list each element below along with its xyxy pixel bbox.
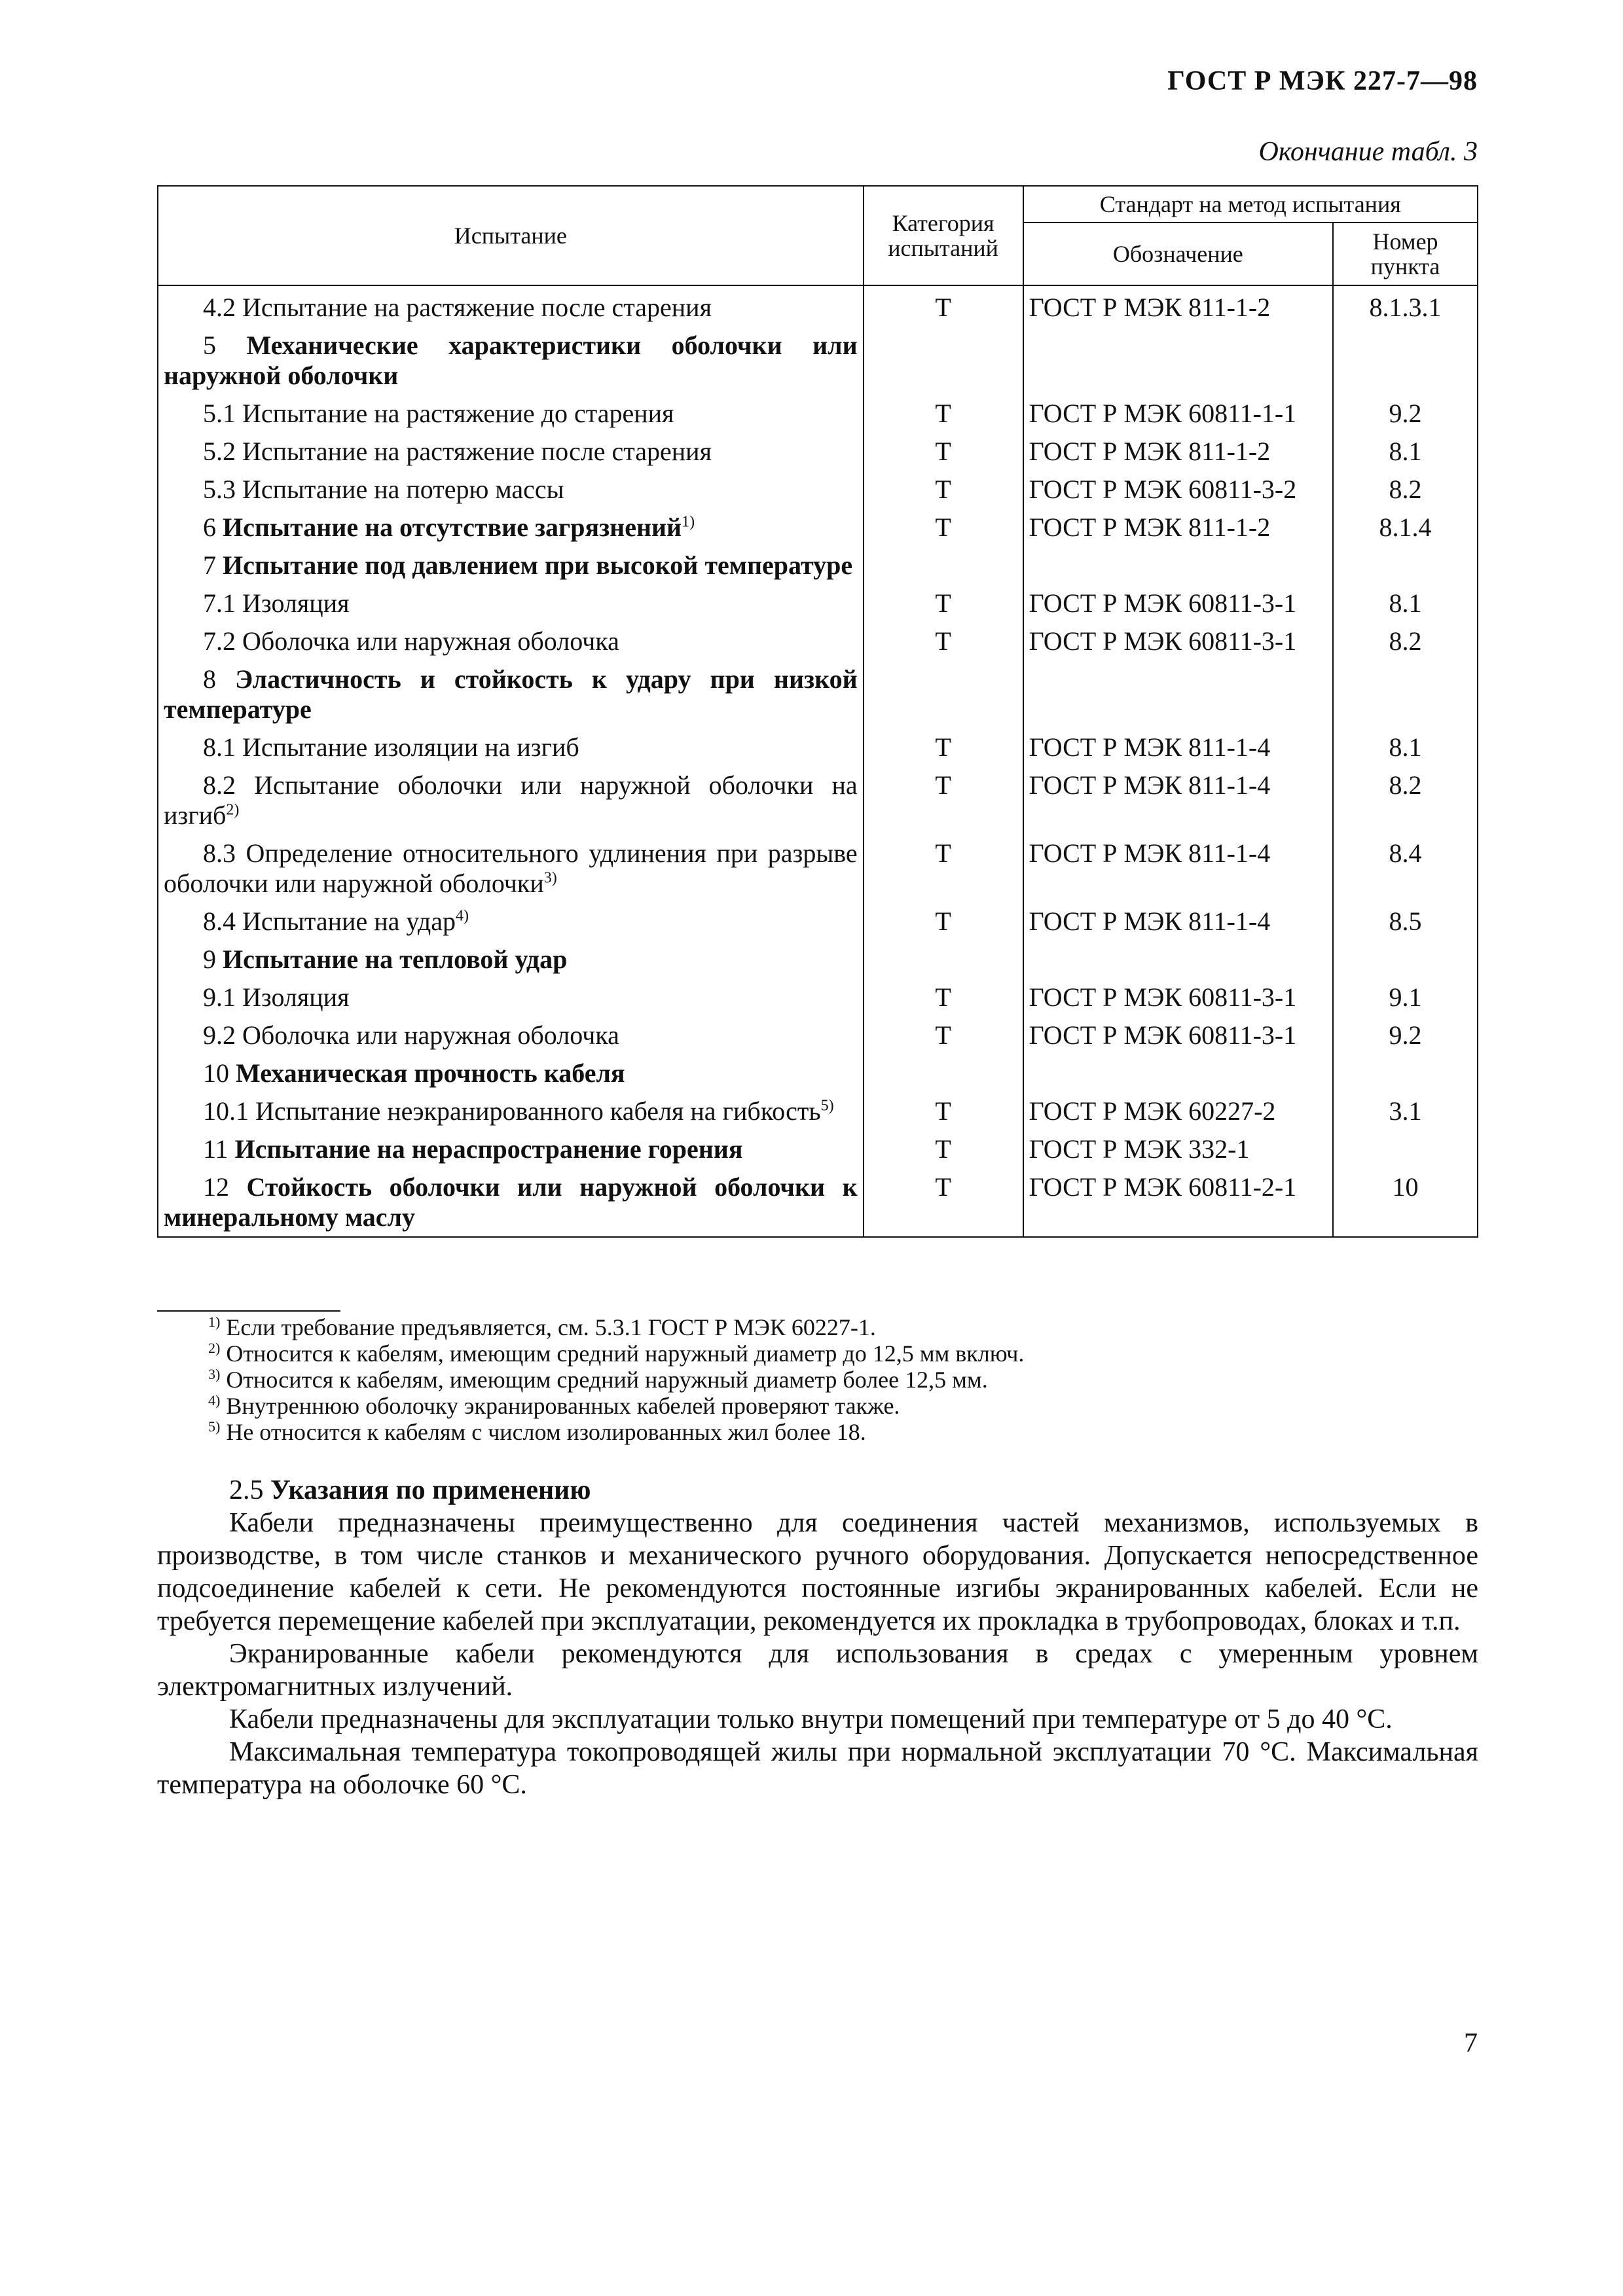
cell-clause (1333, 941, 1478, 978)
test-name: Испытание на растяжение до старения (242, 399, 674, 428)
section-title: Указания по применению (270, 1475, 591, 1505)
cell-designation (1023, 660, 1334, 728)
test-name: Испытание оболочки или наружной оболочки на изгиб (164, 770, 858, 830)
cell-test (158, 766, 864, 834)
cell-category: Т (864, 584, 1023, 622)
cell-test (158, 327, 864, 395)
cell-clause: 8.5 (1333, 903, 1478, 941)
cell-designation: ГОСТ Р МЭК 60811-3-1 (1023, 622, 1334, 660)
cell-designation: ГОСТ Р МЭК 60811-3-1 (1023, 978, 1334, 1016)
test-name: Оболочка или наружная оболочка (242, 1020, 619, 1050)
footnote-divider (157, 1310, 340, 1312)
table-row (158, 1054, 1478, 1092)
footnote-text: Если требование предъявляется, см. 5.3.1 ГОСТ Р МЭК 60227-1. (226, 1314, 876, 1340)
test-number: 7.2 (203, 626, 236, 656)
cell-designation (1023, 941, 1334, 978)
table-row (158, 509, 1478, 547)
footnote (208, 1340, 1024, 1367)
cell-clause: 8.1 (1333, 433, 1478, 471)
test-number: 6 (203, 512, 216, 542)
cell-test (158, 1054, 864, 1092)
section-paragraph: Кабели предназначены для эксплуатации только внутри помещений при температуре от 5 до 40 °С. (229, 1704, 1393, 1734)
cell-test (158, 1130, 864, 1168)
test-name: Изоляция (242, 588, 350, 618)
table-row (158, 766, 1478, 834)
cell-category: Т (864, 471, 1023, 509)
cell-category: Т (864, 1130, 1023, 1168)
test-name: Эластичность и стойкость к удару при низкой температуре (164, 664, 858, 724)
footnote (208, 1314, 1024, 1340)
usage-section (157, 1474, 1478, 1801)
test-number: 7 (203, 550, 216, 580)
cell-category: Т (864, 285, 1023, 327)
cell-designation: ГОСТ Р МЭК 60811-3-1 (1023, 1016, 1334, 1054)
cell-test (158, 941, 864, 978)
test-number: 8.1 (203, 732, 236, 762)
table-row (158, 1016, 1478, 1054)
test-number: 7.1 (203, 588, 236, 618)
table-row (158, 395, 1478, 433)
cell-category: Т (864, 1168, 1023, 1237)
cell-category (864, 547, 1023, 584)
table-row (158, 834, 1478, 903)
cell-test (158, 978, 864, 1016)
test-name: Испытание на растяжение после старения (242, 437, 712, 466)
cell-test (158, 834, 864, 903)
footnote-text: Относится к кабелям, имеющим средний наружный диаметр до 12,5 мм включ. (226, 1340, 1025, 1367)
cell-designation: ГОСТ Р МЭК 60227-2 (1023, 1092, 1334, 1130)
test-name: Механические характеристики оболочки или наружной оболочки (164, 331, 858, 390)
cell-category: Т (864, 509, 1023, 547)
section-paragraph: Кабели предназначены преимущественно для соединения частей механизмов, используемых в производстве, в том числе станков и механического ручного оборудования. Допускается непосредственное подсоединение кабелей к сети. Не рекомендуются постоянные изгибы экранированных кабелей. Если не требуется перемещение кабелей при эксплуатации, рекомендуется их прокладка в трубопроводах, блоках и т.п. (157, 1508, 1478, 1636)
test-number: 8.3 (203, 838, 236, 868)
cell-designation: ГОСТ Р МЭК 811-1-2 (1023, 509, 1334, 547)
test-number: 5 (203, 331, 216, 360)
test-name: Стойкость оболочки или наружной оболочки к минеральному маслу (164, 1172, 858, 1232)
cell-designation: ГОСТ Р МЭК 60811-1-1 (1023, 395, 1334, 433)
test-number: 8 (203, 664, 216, 694)
section-paragraph: Экранированные кабели рекомендуются для использования в средах с умеренным уровнем электромагнитных излучений. (157, 1639, 1478, 1702)
test-name: Определение относительного удлинения при разрыве оболочки или наружной оболочки (164, 838, 858, 898)
test-name: Испытание на отсутствие загрязнений (223, 512, 682, 542)
footnote-ref: 1) (682, 513, 695, 531)
footnotes (208, 1314, 1024, 1445)
table-row (158, 1168, 1478, 1237)
table-row (158, 547, 1478, 584)
cell-clause (1333, 1054, 1478, 1092)
test-number: 4.2 (203, 293, 236, 322)
table-row (158, 471, 1478, 509)
cell-test (158, 509, 864, 547)
footnote-mark: 1) (208, 1314, 221, 1330)
test-number: 5.1 (203, 399, 236, 428)
cell-test (158, 285, 864, 327)
cell-test (158, 1016, 864, 1054)
cell-category: Т (864, 1016, 1023, 1054)
footnote-ref: 5) (820, 1097, 834, 1115)
table-row (158, 903, 1478, 941)
footnote-ref: 2) (226, 801, 240, 819)
table-row (158, 978, 1478, 1016)
table-row (158, 622, 1478, 660)
table-row (158, 1130, 1478, 1168)
test-number: 9.1 (203, 982, 236, 1012)
cell-test (158, 395, 864, 433)
test-name: Испытание на растяжение после старения (242, 293, 712, 322)
cell-clause: 8.4 (1333, 834, 1478, 903)
cell-designation: ГОСТ Р МЭК 60811-3-2 (1023, 471, 1334, 509)
footnote-mark: 5) (208, 1418, 221, 1435)
table-row (158, 433, 1478, 471)
cell-clause (1333, 660, 1478, 728)
table-row (158, 285, 1478, 327)
cell-clause: 8.1 (1333, 584, 1478, 622)
test-name: Испытание на нераспространение горения (234, 1134, 743, 1164)
document-id: ГОСТ Р МЭК 227-7—98 (1167, 66, 1478, 96)
test-number: 5.2 (203, 437, 236, 466)
test-name: Испытание под давлением при высокой температуре (223, 550, 853, 580)
test-name: Испытание на удар (242, 906, 456, 936)
cell-category (864, 1054, 1023, 1092)
table-row (158, 327, 1478, 395)
section-paragraph: Максимальная температура токопроводящей жилы при нормальной эксплуатации 70 °С. Максимальная температура на оболочке 60 °С. (157, 1737, 1478, 1800)
table-caption: Окончание табл. 3 (1258, 137, 1478, 167)
cell-clause (1333, 1130, 1478, 1168)
cell-clause: 8.2 (1333, 622, 1478, 660)
cell-category: Т (864, 395, 1023, 433)
cell-test (158, 584, 864, 622)
footnote (208, 1393, 1024, 1419)
cell-designation: ГОСТ Р МЭК 60811-2-1 (1023, 1168, 1334, 1237)
footnote (208, 1367, 1024, 1393)
cell-clause: 8.1.4 (1333, 509, 1478, 547)
cell-designation: ГОСТ Р МЭК 811-1-4 (1023, 766, 1334, 834)
test-number: 11 (203, 1134, 228, 1164)
cell-clause (1333, 547, 1478, 584)
cell-category: Т (864, 766, 1023, 834)
cell-clause: 8.2 (1333, 471, 1478, 509)
cell-designation: ГОСТ Р МЭК 811-1-2 (1023, 285, 1334, 327)
cell-clause: 8.1.3.1 (1333, 285, 1478, 327)
cell-clause: 10 (1333, 1168, 1478, 1237)
footnote-text: Не относится к кабелям с числом изолированных жил более 18. (226, 1419, 866, 1445)
cell-clause: 8.2 (1333, 766, 1478, 834)
cell-test (158, 547, 864, 584)
cell-category: Т (864, 1092, 1023, 1130)
header-clause: Номер пункта (1333, 223, 1478, 285)
test-number: 5.3 (203, 475, 236, 504)
table-row (158, 660, 1478, 728)
cell-test (158, 1092, 864, 1130)
test-name: Изоляция (242, 982, 350, 1012)
header-standard-group: Стандарт на метод испытания (1023, 186, 1478, 223)
cell-test (158, 660, 864, 728)
cell-designation: ГОСТ Р МЭК 811-1-4 (1023, 903, 1334, 941)
table-body (158, 285, 1478, 1237)
table-row (158, 728, 1478, 766)
test-name: Испытание изоляции на изгиб (242, 732, 579, 762)
footnote (208, 1419, 1024, 1445)
cell-test (158, 903, 864, 941)
table-row (158, 584, 1478, 622)
cell-category (864, 327, 1023, 395)
cell-test (158, 471, 864, 509)
test-name: Испытание на потерю массы (242, 475, 564, 504)
cell-category: Т (864, 834, 1023, 903)
cell-category (864, 941, 1023, 978)
header-designation: Обозначение (1023, 223, 1334, 285)
cell-clause: 9.2 (1333, 395, 1478, 433)
section-number: 2.5 (229, 1475, 264, 1505)
page-number: 7 (1464, 2028, 1478, 2058)
test-number: 9.2 (203, 1020, 236, 1050)
cell-clause: 3.1 (1333, 1092, 1478, 1130)
test-number: 10.1 (203, 1096, 249, 1126)
test-name: Оболочка или наружная оболочка (242, 626, 619, 656)
footnote-mark: 3) (208, 1366, 221, 1382)
cell-test (158, 1168, 864, 1237)
cell-category: Т (864, 728, 1023, 766)
cell-test (158, 728, 864, 766)
table-row (158, 941, 1478, 978)
test-name: Испытание неэкранированного кабеля на гибкость (255, 1096, 821, 1126)
test-number: 10 (203, 1058, 229, 1088)
cell-clause: 8.1 (1333, 728, 1478, 766)
cell-designation (1023, 547, 1334, 584)
footnote-mark: 4) (208, 1392, 221, 1408)
test-number: 9 (203, 944, 216, 974)
cell-category: Т (864, 622, 1023, 660)
footnote-text: Внутреннюю оболочку экранированных кабелей проверяют также. (226, 1393, 900, 1419)
cell-category: Т (864, 903, 1023, 941)
footnote-text: Относится к кабелям, имеющим средний наружный диаметр более 12,5 мм. (226, 1367, 988, 1393)
cell-designation (1023, 1054, 1334, 1092)
cell-test (158, 433, 864, 471)
footnote-mark: 2) (208, 1340, 221, 1356)
table-row (158, 1092, 1478, 1130)
cell-designation: ГОСТ Р МЭК 811-1-4 (1023, 834, 1334, 903)
test-name: Испытание на тепловой удар (223, 944, 568, 974)
cell-clause: 9.2 (1333, 1016, 1478, 1054)
cell-designation: ГОСТ Р МЭК 60811-3-1 (1023, 584, 1334, 622)
footnote-ref: 3) (543, 869, 557, 887)
cell-clause (1333, 327, 1478, 395)
cell-category: Т (864, 433, 1023, 471)
test-number: 12 (203, 1172, 229, 1202)
cell-designation (1023, 327, 1334, 395)
cell-category (864, 660, 1023, 728)
test-number: 8.2 (203, 770, 236, 800)
section-heading (157, 1474, 1478, 1507)
header-category: Категория испытаний (864, 186, 1023, 285)
cell-designation: ГОСТ Р МЭК 811-1-2 (1023, 433, 1334, 471)
test-number: 8.4 (203, 906, 236, 936)
footnote-ref: 4) (455, 907, 469, 925)
test-name: Механическая прочность кабеля (236, 1058, 625, 1088)
cell-designation: ГОСТ Р МЭК 811-1-4 (1023, 728, 1334, 766)
cell-test (158, 622, 864, 660)
header-test: Испытание (158, 186, 864, 285)
cell-designation: ГОСТ Р МЭК 332-1 (1023, 1130, 1334, 1168)
cell-category: Т (864, 978, 1023, 1016)
tests-table (157, 185, 1478, 1238)
cell-clause: 9.1 (1333, 978, 1478, 1016)
